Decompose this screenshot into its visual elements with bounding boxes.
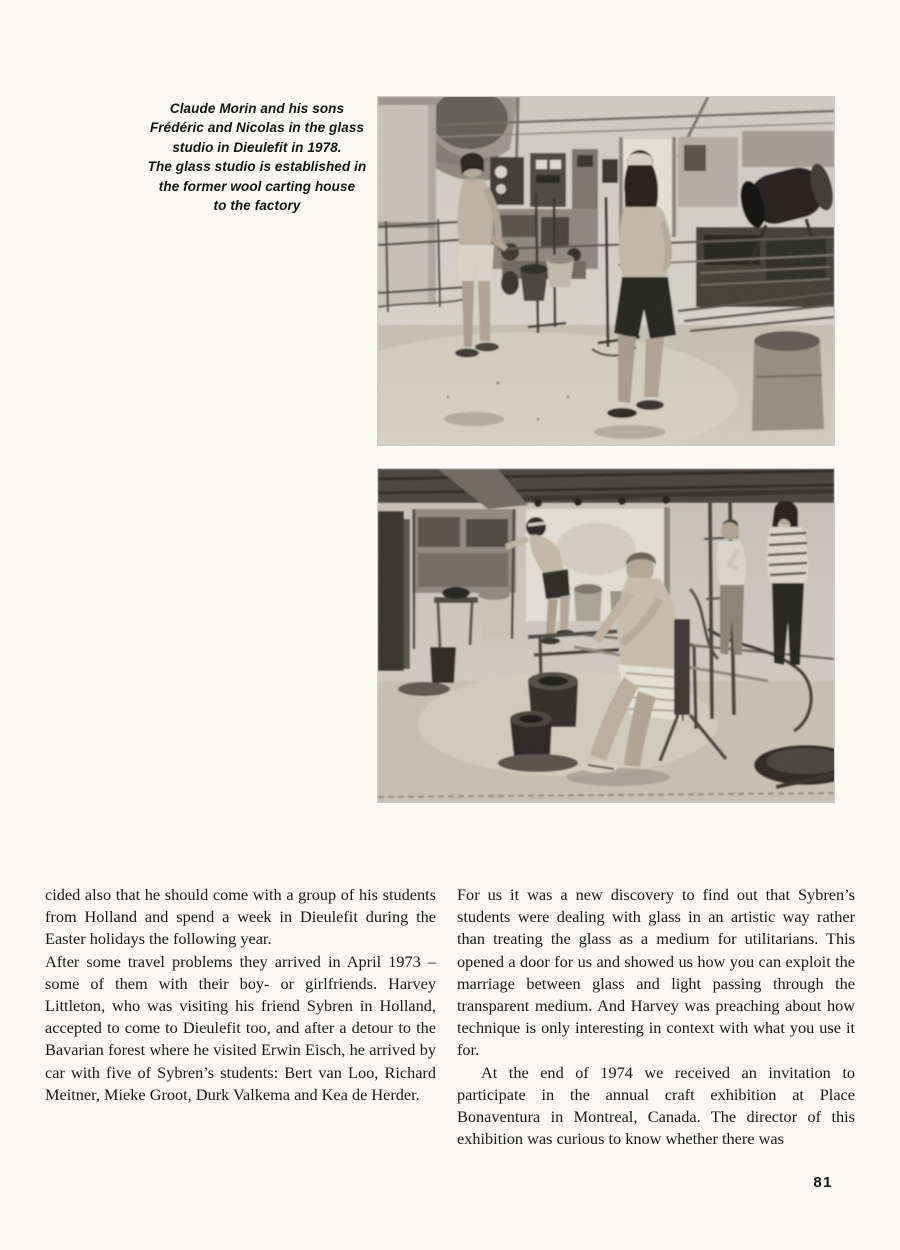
paragraph: cided also that he should come with a group of his students from Holland and spend a week in Dieulefit during the Easter holidays the following year. [45, 885, 436, 949]
caption-line: to the factory [213, 198, 301, 214]
paragraph: After some travel problems they arrived in April 1973 – some of them with their boy- or girlfriends. Harvey Littleton, who was visiting his friend Sybren in Holland, accepted to come to Dieulefit too, and after a detour to the Bavarian forest where he visited Erwin Eisch, he arrived by car with five of Sybren’s students: Bert van Loo, Richard Meitner, Mieke Groot, Durk Valkema and Kea de Herder. [45, 951, 436, 1104]
photo-caption [138, 99, 376, 215]
caption-line: the former wool carting house [158, 178, 356, 194]
caption-line: studio in Dieulefit in 1978. [172, 139, 342, 155]
caption-line: The glass studio is established in [147, 159, 367, 175]
paragraph: For us it was a new discovery to find out that Sybren’s students were dealing with glass in an artistic way rather than treating the glass as a medium for utilitarians. This opened a door for us and showed us how you can exploit the marriage between glass and light passing through the transparent medium. And Harvey was preaching about how technique is only interesting in context with what you use it for. [457, 885, 855, 1060]
body-column-left [45, 884, 436, 1106]
caption-line: Claude Morin and his sons [169, 101, 345, 116]
photo-glass-studio-bench [378, 469, 834, 802]
paragraph: At the end of 1974 we received an invitation to participate in the annual craft exhibition at Place Bonaventura in Montreal, Canada. The director of this exhibition was curious to know whether there was [457, 1062, 855, 1149]
body-column-right [457, 884, 855, 1150]
photo-glass-studio-standing [378, 97, 834, 445]
caption-line: Frédéric and Nicolas in the glass [149, 120, 365, 136]
page-number: 81 [813, 1174, 833, 1191]
